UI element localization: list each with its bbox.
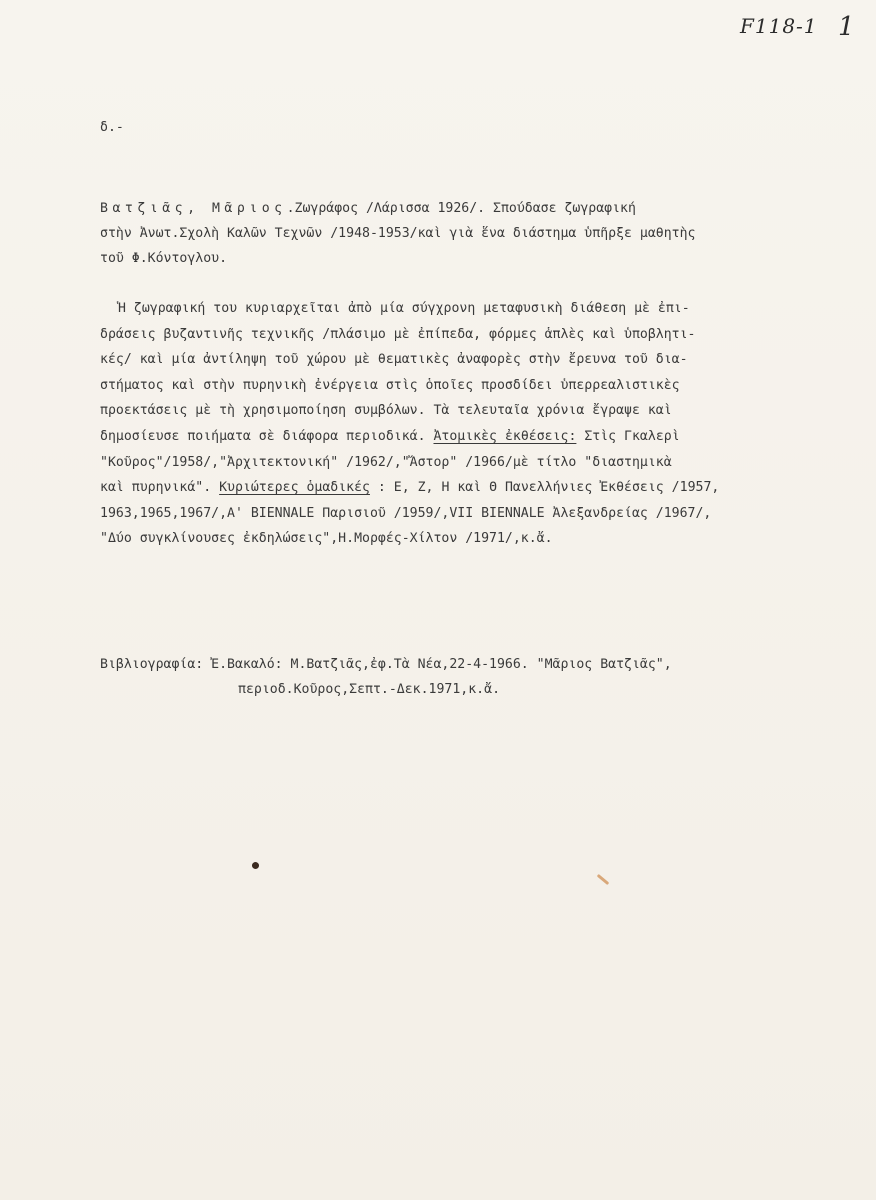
body-line-5: προεκτάσεις μὲ τὴ χρησιμοποίηση συμβόλων. Τὰ τελευταῖα χρόνια ἔγραψε καὶ bbox=[100, 403, 672, 419]
body-line-7: "Κοῦρος"/1958/,"Ἀρχιτεκτονική" /1962/,"Ἄστορ" /1966/μὲ τίτλο "διαστημικὰ bbox=[100, 454, 672, 470]
body-line-1: Ἡ ζωγραφική του κυριαρχεῖται ἀπὸ μία σύγχρονη μεταφυσικὴ διάθεση μὲ ἐπι- bbox=[118, 301, 690, 316]
letter-heading: δ.- bbox=[100, 120, 124, 135]
entry-line-2: στὴν Ἀνωτ.Σχολὴ Καλῶν Τεχνῶν /1948-1953/καὶ γιὰ ἕνα διάστημα ὑπῆρξε μαθητὴς bbox=[100, 226, 696, 241]
entry-line-1 bbox=[100, 196, 840, 221]
solo-exhibitions-label: Ἀτομικὲς ἐκθέσεις: bbox=[433, 428, 577, 444]
body-line-8-post: : Ε, Ζ, Η καὶ Θ Πανελλήνιες Ἐκθέσεις /1957, bbox=[377, 480, 720, 496]
bibliography-line-1: Βιβλιογραφία: Ἐ.Βακαλό: Μ.Βατζιᾶς,ἐφ.Τὰ Νέα,22-4-1966. "Μᾶριος Βατζιᾶς", bbox=[100, 657, 672, 672]
entry-line-3: τοῦ Φ.Κόντογλου. bbox=[100, 251, 228, 266]
bibliography bbox=[100, 652, 840, 702]
group-exhibitions-label: Κυριώτερες ὁμαδικές bbox=[219, 480, 370, 496]
body-paragraph bbox=[100, 296, 840, 552]
body-line-4: στήματος καὶ στὴν πυρηνικὴ ἐνέργεια στὶς ὁποῖες προσδίδει ὑπερρεαλιστικὲς bbox=[100, 377, 680, 393]
entry-paragraph bbox=[100, 196, 840, 271]
paper-mark bbox=[597, 874, 610, 885]
body-line-9: 1963,1965,1967/,Α' BIENNALE Παρισιοῦ /1959/,VII BIENNALE Ἀλεξανδρείας /1967/, bbox=[100, 505, 712, 521]
body-line-6 bbox=[100, 424, 840, 450]
body-line-8 bbox=[100, 475, 840, 501]
body-line-6-post: Στὶς Γκαλερὶ bbox=[584, 428, 680, 444]
body-line-10: "Δύο συγκλίνουσες ἐκδηλώσεις",Η.Μορφές-Χίλτον /1971/,κ.ἄ. bbox=[100, 531, 553, 547]
body-line-8-pre: καὶ πυρηνικά". bbox=[100, 480, 212, 496]
entry-name: Βατζιᾶς, Μᾶριος bbox=[100, 201, 287, 216]
body-line-2: δράσεις βυζαντινῆς τεχνικῆς /πλάσιμο μὲ ἐπίπεδα, φόρμες ἁπλὲς καὶ ὑποβλητι- bbox=[100, 326, 696, 342]
body-line-6-pre: δημοσίευσε ποιήματα σὲ διάφορα περιοδικά. bbox=[100, 428, 426, 444]
page-number: 1 bbox=[838, 12, 855, 42]
ink-spot bbox=[251, 861, 260, 870]
body-line-3: κές/ καὶ μία ἀντίληψη τοῦ χώρου μὲ θεματικὲς ἀναφορὲς στὴν ἔρευνα τοῦ δια- bbox=[100, 352, 688, 368]
archive-reference: F118-1 bbox=[740, 14, 818, 38]
bibliography-line-2: περιοδ.Κοῦρος,Σεπτ.-Δεκ.1971,κ.ἄ. bbox=[238, 682, 501, 697]
entry-line-1-rest: .Ζωγράφος /Λάρισσα 1926/. Σπούδασε ζωγραφική bbox=[286, 201, 636, 216]
